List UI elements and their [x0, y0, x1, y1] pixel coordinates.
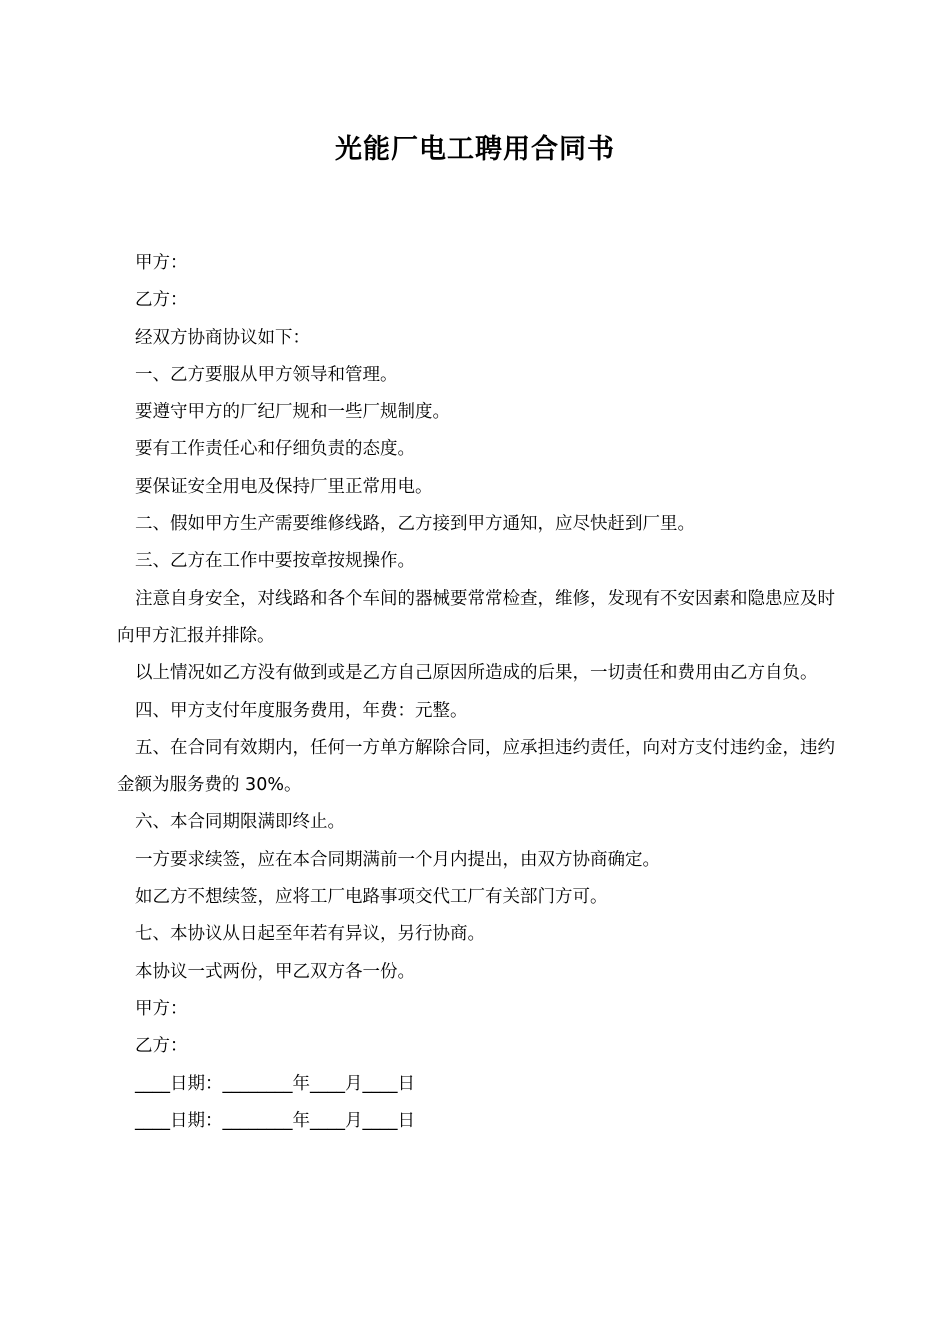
party-b-line: 乙方： [135, 290, 188, 311]
clause-6-item-2: 如乙方不想续签，应将工厂电路事项交代工厂有关部门方可。 [135, 887, 608, 908]
document-title: 光能厂电工聘用合同书 [335, 134, 615, 165]
clause-1: 一、乙方要服从甲方领导和管理。 [135, 364, 398, 385]
clause-1-item-2: 要有工作责任心和仔细负责的态度。 [135, 439, 415, 460]
party-a-line: 甲方： [135, 253, 188, 273]
agreement-intro: 经双方协商协议如下： [135, 327, 310, 348]
clause-6: 六、本合同期限满即终止。 [135, 812, 345, 833]
document-body [117, 245, 837, 1140]
clause-5: 五、在合同有效期内，任何一方单方解除合同，应承担违约责任，向对方支付违约金，违约金额为服务费的 30%。 [117, 737, 835, 796]
clause-6-item-1: 一方要求续签，应在本合同期满前一个月内提出，由双方协商确定。 [135, 849, 660, 870]
copies-statement: 本协议一式两份，甲乙双方各一份。 [135, 961, 415, 982]
date-line-2: ____日期：________年____月____日 [135, 1110, 415, 1131]
clause-3-item-1: 注意自身安全，对线路和各个车间的器械要常常检查，维修，发现有不安因素和隐患应及时向甲方汇报并排除。 [117, 588, 835, 646]
clause-1-item-1: 要遵守甲方的厂纪厂规和一些厂规制度。 [135, 402, 450, 423]
signature-party-a: 甲方： [135, 998, 188, 1019]
clause-3-item-2: 以上情况如乙方没有做到或是乙方自己原因所造成的后果，一切责任和费用由乙方自负。 [135, 663, 818, 684]
clause-2: 二、假如甲方生产需要维修线路，乙方接到甲方通知，应尽快赶到厂里。 [135, 514, 695, 535]
signature-party-b: 乙方： [135, 1036, 188, 1057]
clause-3: 三、乙方在工作中要按章按规操作。 [135, 551, 415, 572]
clause-7: 七、本协议从日起至年若有异议，另行协商。 [135, 924, 485, 945]
clause-1-item-3: 要保证安全用电及保持厂里正常用电。 [135, 476, 433, 497]
clause-4: 四、甲方支付年度服务费用，年费：元整。 [135, 700, 468, 721]
date-line-1: ____日期：________年____月____日 [135, 1073, 415, 1094]
